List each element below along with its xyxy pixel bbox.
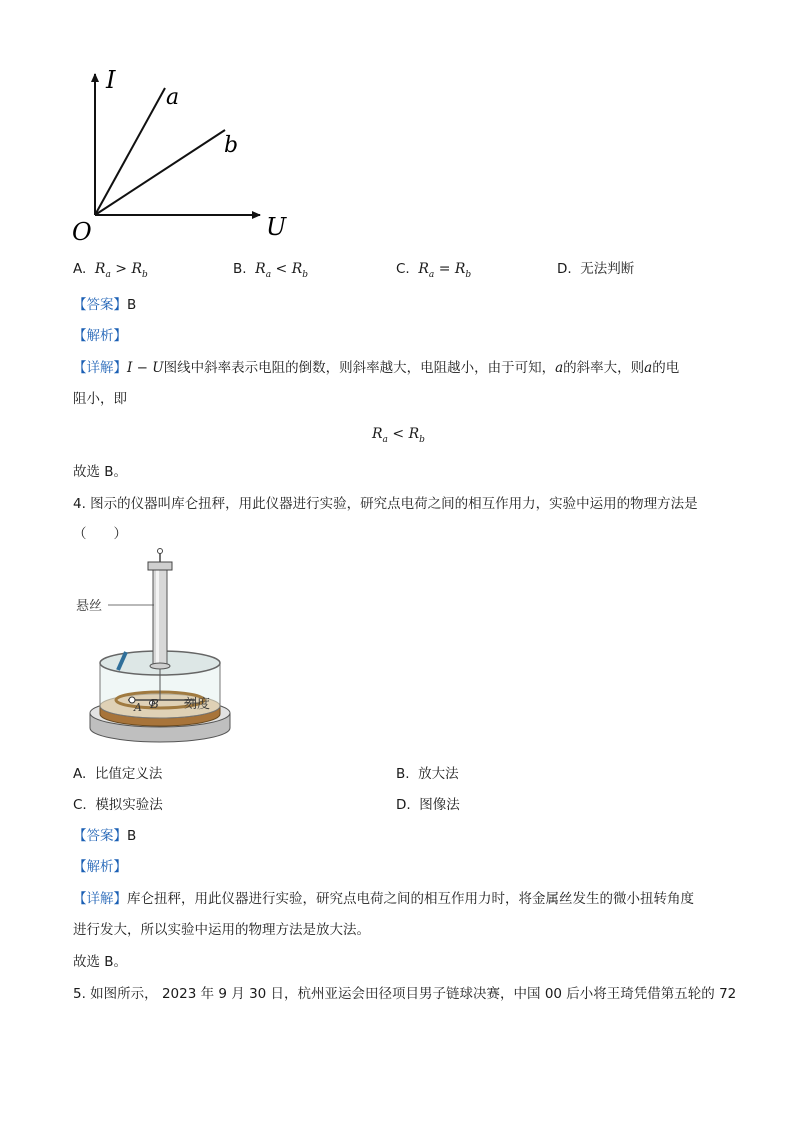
q4-detail-line2: 进行发大，所以实验中运用的物理方法是放大法。 [73,922,370,938]
line-b-label: b [224,133,239,158]
label-b: B [150,697,159,711]
line-a [95,88,165,215]
q3-option-d: D. 无法判断 [557,261,635,277]
q3-option-b: B. $R_a < R_b$ [233,261,309,280]
y-axis-label: I [106,66,116,94]
q3-analysis-heading: 【解析】 [73,328,127,344]
q4-option-a: A. 比值定义法 [73,766,163,782]
q3-detail-line1: 【详解】I − U图线中斜率表示电阻的倒数，则斜率越大，电阻越小，由于可知，a的斜率大，则a的电 [73,360,680,376]
label-a: A [134,701,142,714]
q4-stem-line1: 4. 图示的仪器叫库仑扭秤，用此仪器进行实验，研究点电荷之间的相互作用力，实验中运用的物理方法是 [73,496,698,512]
line-b [95,130,225,215]
iu-graph [60,60,300,250]
q4-analysis-heading: 【解析】 [73,859,127,875]
x-axis-label: U [266,213,287,241]
torsion-head [148,562,172,570]
q4-detail-line1: 【详解】库仑扭秤，用此仪器进行实验，研究点电荷之间的相互作用力时，将金属丝发生的微小扭转角度 [73,891,694,907]
q4-answer: 【答案】B [73,828,137,844]
q3-detail-line2: 阻小，即 [73,391,127,407]
q3-answer: 【答案】B [73,297,137,313]
line-a-label: a [166,85,180,110]
q5-stem-line1: 5. 如图所示， 2023 年 9 月 30 日，杭州亚运会田径项目男子链球决赛，中国 00 后小将王琦凭借第五轮的 72 [73,986,737,1002]
q3-formula: $R_a < R_b$ [372,426,425,445]
q4-option-b: B. 放大法 [396,766,459,782]
origin-label: O [72,218,92,246]
q4-option-d: D. 图像法 [396,797,460,813]
label-scale: 刻度 [184,697,211,712]
suspension-tube [153,568,167,666]
q4-conclusion: 故选 B。 [73,954,128,970]
q4-stem-line2: （ ） [73,526,127,542]
q3-conclusion: 故选 B。 [73,464,128,480]
q3-option-c: C. $R_a = R_b$ [396,261,472,280]
label-wire: 悬丝 [76,599,103,614]
q4-option-c: C. 模拟实验法 [73,797,163,813]
q3-option-a: A. $R_a > R_b$ [73,261,148,280]
torsion-balance-figure [70,548,250,753]
